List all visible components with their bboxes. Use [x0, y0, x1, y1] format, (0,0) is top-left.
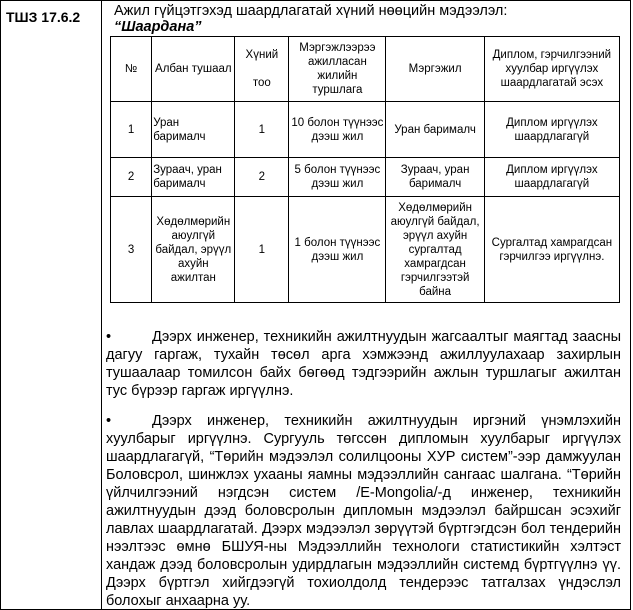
- code-column: [0, 0, 102, 610]
- section-code: ТШЗ 17.6.2: [6, 9, 81, 25]
- table-row: [111, 102, 620, 158]
- table-row: [111, 197, 620, 303]
- paragraph-text: Дээрх инженер, техникийн ажилтнуудын жагсаалтыг маягтад заасны дагуу гаргаж, тухайн төсөл арга хэмжээнд ажиллуулахаар захирлын тушаалаар томилсон байх бөгөөд тэдгээрийн ажлын туршлагыг ажилтан тус бүрээр гаргаж иргүүлнэ.: [106, 329, 621, 399]
- bullet-marker: •: [106, 329, 112, 345]
- cell-position: Уран барималч: [152, 102, 235, 158]
- cell-count: 2: [235, 158, 289, 197]
- cell-diploma: Сургалтад хамрагдсан гэрчилгээ иргүүлнэ.: [484, 197, 619, 303]
- cell-no: 3: [111, 197, 152, 303]
- header-experience: Мэргэжлээрээ ажилласан жилийн туршлага: [289, 37, 386, 102]
- cell-experience: 1 болон түүнээс дээш жил: [289, 197, 386, 303]
- table-header-row: [111, 37, 620, 102]
- header-position: Албан тушаал: [152, 37, 235, 102]
- cell-specialty: Хөдөлмөрийн аюулгүй байдал, эрүүл ахуйн сургалтад хамрагдсан гэрчилгээтэй байна: [386, 197, 484, 303]
- personnel-table: [110, 36, 620, 303]
- heading-title: Ажил гүйцэтгэхэд шаардлагатай хүний нөөцийн мэдээлэл:: [114, 3, 508, 19]
- cell-no: 2: [111, 158, 152, 197]
- paragraph-personnel-list: [106, 328, 621, 400]
- paragraph-id-copies: [106, 412, 621, 610]
- header-count-line1: Хүний: [245, 49, 279, 61]
- header-diploma: Диплом, гэрчилгээний хуулбар иргүүлэх шаардлагатай эсэх: [484, 37, 619, 102]
- cell-no: 1: [111, 102, 152, 158]
- header-no: №: [111, 37, 152, 102]
- cell-diploma: Диплом иргүүлэх шаардлагагүй: [484, 158, 619, 197]
- header-count: [235, 37, 289, 102]
- cell-position: Зураач, уран барималч: [152, 158, 235, 197]
- cell-position: Хөдөлмөрийн аюулгүй байдал, эрүүл ахуйн ажилтан: [152, 197, 235, 303]
- heading-requirement: “Шаардана”: [114, 19, 202, 35]
- table-row: [111, 158, 620, 197]
- cell-count: 1: [235, 197, 289, 303]
- header-count-line2: тоо: [252, 77, 271, 89]
- paragraph-text: Дээрх инженер, техникийн ажилтнуудын иргэний үнэмлэхийн хуулбарыг иргүүлнэ. Сургууль төгссөн дипломын хуулбарыг иргүүлэх шаардлагагүй, “Төрийн мэдээлэл солилцооны ХУР систем”-ээр дамжуулан Боловсрол, шинжлэх ухааны яамны мэдээллийн сангаас шалгана. “Төрийн үйлчилгээний нэгдсэн систем /E-Mongolia/-д инженер, техникийн ажилтнуудын дээд боловсролын дипломын мэдээлэл байршсан эсэхийг лавлах шаардлагатай. Дээрх мэдээлэл зөрүүтэй бүртгэгдсэн бол тендерийн нээлтээс өмнө БШУЯ-ны Мэдээллийн технологи статистикийн хэлтэст хандаж дээд боловсролын удирдлагын мэдээллийн системд бүртгүүлнэ үү. Дээрх бүртгэл хийгдээгүй тохиолдолд тендерээс татгалзах үндэслэл болохыг анхаарна уу.: [106, 413, 621, 609]
- section-heading: [114, 3, 624, 35]
- cell-specialty: Уран барималч: [386, 102, 484, 158]
- cell-diploma: Диплом иргүүлэх шаардлагагүй: [484, 102, 619, 158]
- cell-experience: 5 болон түүнээс дээш жил: [289, 158, 386, 197]
- bullet-marker: •: [106, 413, 112, 429]
- cell-specialty: Зураач, уран барималч: [386, 158, 484, 197]
- cell-count: 1: [235, 102, 289, 158]
- cell-experience: 10 болон түүнээс дээш жил: [289, 102, 386, 158]
- header-specialty: Мэргэжил: [386, 37, 484, 102]
